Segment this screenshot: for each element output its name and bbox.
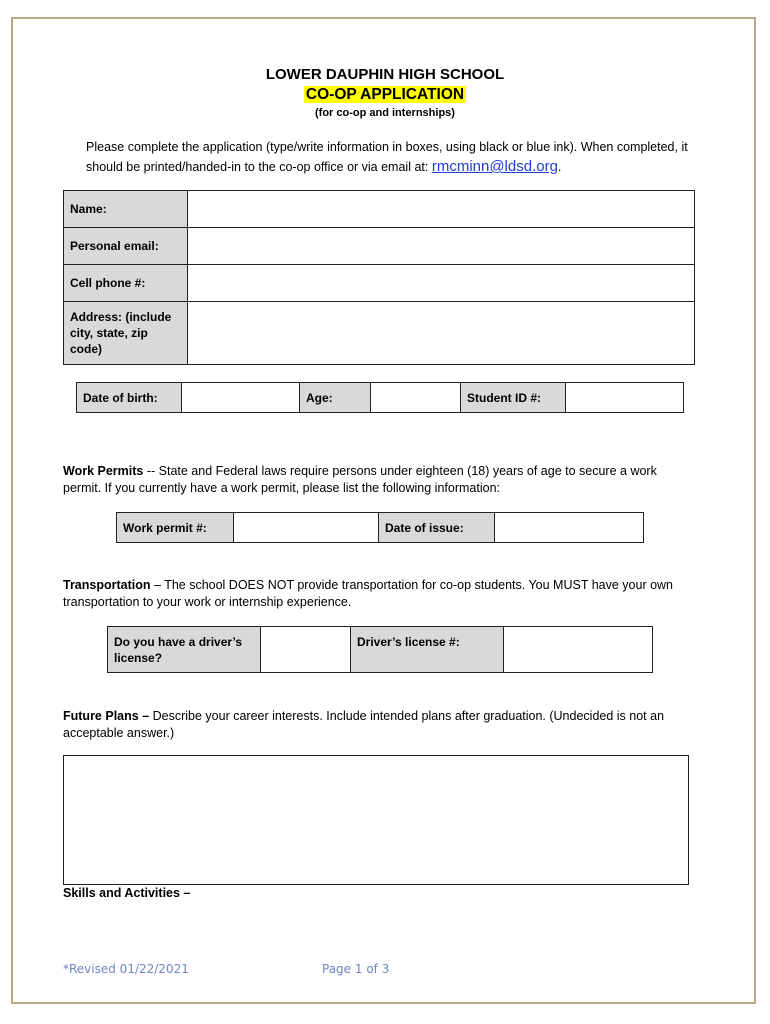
cell-phone-field[interactable] (188, 265, 695, 302)
drivers-license-answer-field[interactable] (261, 627, 351, 673)
address-label: Address: (include city, state, zip code) (64, 302, 188, 365)
future-plans-heading: Future Plans – (63, 709, 150, 723)
age-label: Age: (300, 383, 371, 413)
student-id-label: Student ID #: (461, 383, 566, 413)
work-permits-text: -- State and Federal laws require persons under eighteen (18) years of age to secure a work permit. If you currently have a work permit, please list the following information: (63, 464, 657, 495)
revised-date: *Revised 01/22/2021 (63, 962, 189, 976)
id-info-table (76, 382, 684, 413)
drivers-license-question-label: Do you have a driver’s license? (108, 627, 261, 673)
work-permit-table (116, 512, 644, 543)
application-subtitle: (for co-op and internships) (315, 107, 455, 119)
transportation-paragraph (63, 577, 695, 611)
skills-heading: Skills and Activities – (63, 886, 191, 900)
work-permits-heading: Work Permits (63, 464, 144, 478)
personal-email-field[interactable] (188, 228, 695, 265)
cell-phone-label: Cell phone #: (64, 265, 188, 302)
future-plans-text: Describe your career interests. Include intended plans after graduation. (Undecided is not an acceptable answer.) (63, 709, 665, 740)
school-name: LOWER DAUPHIN HIGH SCHOOL (265, 66, 505, 83)
instructions-text: Please complete the application (type/write information in boxes, using black or blue ink). When completed, it should be printed/handed-in to the co-op office or via email at: (86, 140, 688, 174)
name-field[interactable] (188, 191, 695, 228)
name-label: Name: (64, 191, 188, 228)
future-plans-field[interactable] (63, 755, 689, 885)
date-of-issue-field[interactable] (495, 513, 644, 543)
email-link[interactable]: rmcminn@ldsd.org (431, 158, 558, 175)
work-permits-paragraph (63, 463, 695, 497)
drivers-license-number-field[interactable] (504, 627, 653, 673)
application-title (0, 86, 770, 104)
personal-info-table (63, 190, 695, 365)
instructions (86, 137, 716, 177)
dob-label: Date of birth: (77, 383, 182, 413)
transportation-heading: Transportation (63, 578, 151, 592)
date-of-issue-label: Date of issue: (379, 513, 495, 543)
work-permit-field[interactable] (234, 513, 379, 543)
address-field[interactable] (188, 302, 695, 365)
transportation-text: – The school DOES NOT provide transportation for co-op students. You MUST have your own transportation to your work or internship experience. (63, 578, 674, 609)
dob-field[interactable] (182, 383, 300, 413)
instructions-end: . (557, 160, 562, 174)
page-number: Page 1 of 3 (322, 962, 390, 976)
future-plans-paragraph (63, 708, 695, 742)
transportation-table (107, 626, 653, 673)
personal-email-label: Personal email: (64, 228, 188, 265)
application-title-text: CO-OP APPLICATION (305, 86, 465, 103)
age-field[interactable] (371, 383, 461, 413)
student-id-field[interactable] (566, 383, 684, 413)
work-permit-label: Work permit #: (117, 513, 234, 543)
drivers-license-number-label: Driver’s license #: (351, 627, 504, 673)
